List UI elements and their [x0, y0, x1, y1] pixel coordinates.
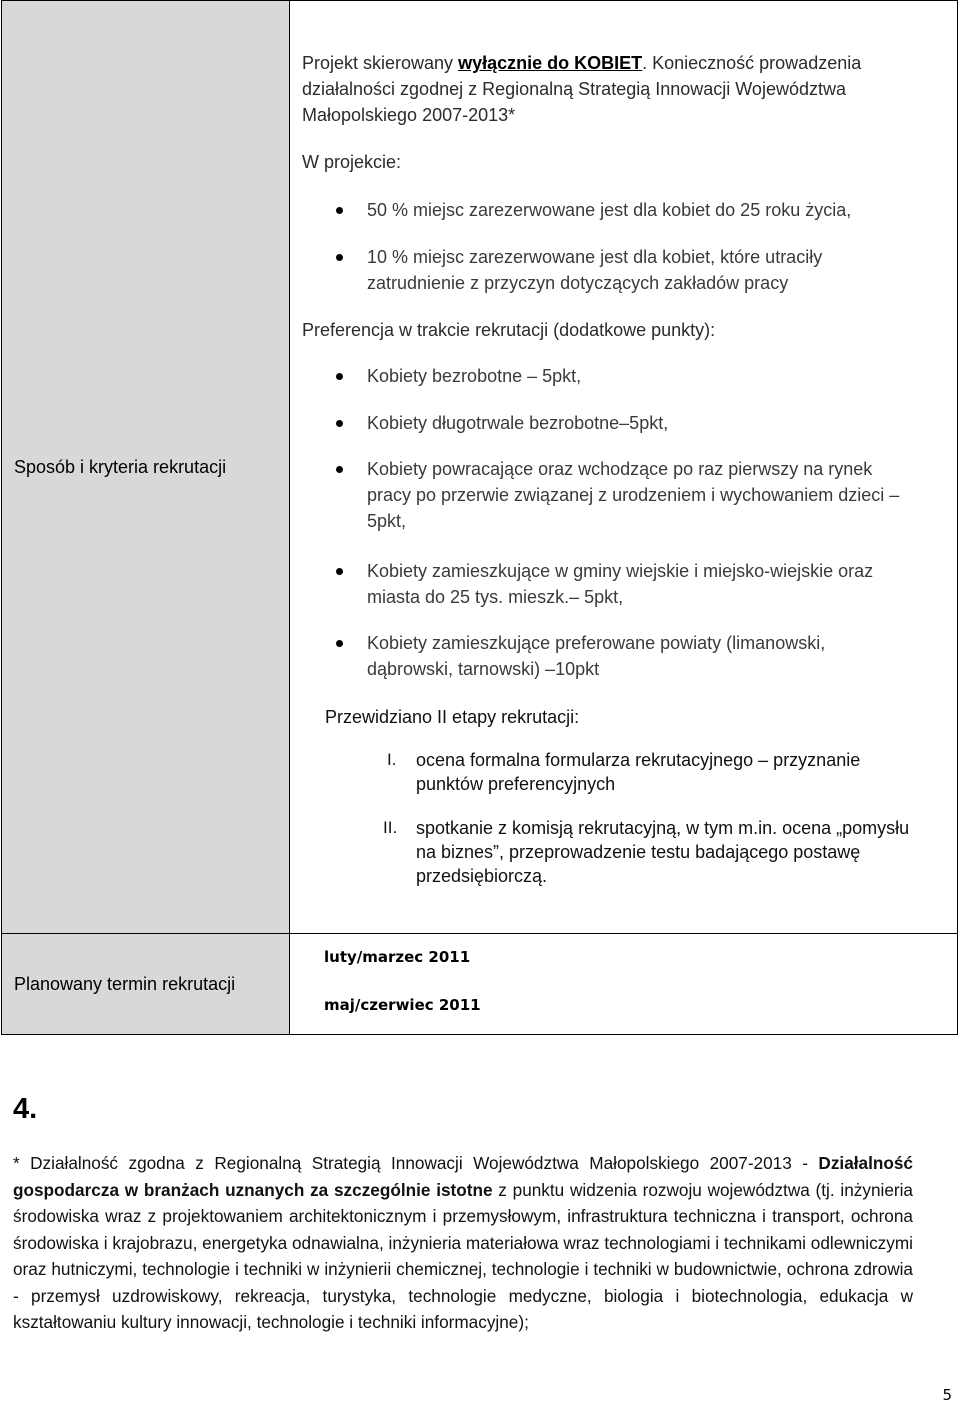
bullet-item [367, 456, 960, 534]
stage-line: na biznes”, przeprowadzenie testu badającego postawę [416, 842, 861, 862]
stage-number: II. [383, 818, 398, 837]
bullet-dot [336, 640, 343, 647]
stage-number: I. [387, 750, 397, 769]
stage-text [416, 748, 960, 796]
intro-line-1: Projekt skierowany wyłącznie do KOBIET. Konieczność prowadzenia [302, 53, 862, 73]
page-number: 5 [942, 1386, 952, 1404]
recruitment-table [1, 0, 958, 1035]
stage-line: punktów preferencyjnych [416, 774, 616, 794]
bullet-dot [336, 207, 343, 214]
bullet-dot [336, 466, 343, 473]
criteria-label: Sposób i kryteria rekrutacji [14, 456, 227, 477]
bullet-dot [336, 568, 343, 575]
bullet-line: Kobiety zamieszkujące preferowane powiaty (limanowski, [367, 633, 826, 653]
term-date-2: maj/czerwiec 2011 [324, 996, 481, 1014]
bullet-line: pracy po przerwie związanej z urodzeniem i wychowaniem dzieci – [367, 485, 900, 505]
criteria-label-cell [2, 1, 290, 934]
bullet-item [367, 363, 960, 389]
criteria-content-cell [290, 1, 958, 934]
bullet-item [367, 197, 960, 223]
bullet-dot [336, 254, 343, 261]
footnote-bold: Działalność gospodarcza w branżach uznanych za szczególnie istotne [13, 1153, 913, 1200]
bullet-line: Kobiety powracające oraz wchodzące po raz pierwszy na rynek [367, 459, 873, 479]
stage-line: spotkanie z komisją rekrutacyjną, w tym m.in. ocena „pomysłu [416, 818, 910, 838]
bullet-line: zatrudnienie z przyczyn dotyczących zakładów pracy [367, 273, 789, 293]
bullet-line: 5pkt, [367, 511, 407, 531]
bullet-line: miasta do 25 tys. mieszk.– 5pkt, [367, 587, 624, 607]
bullet-line: Kobiety długotrwale bezrobotne–5pkt, [367, 413, 669, 433]
stages-heading: Przewidziano II etapy rekrutacji: [325, 707, 580, 727]
bullet-item [367, 558, 960, 610]
bullet-item [367, 244, 960, 296]
bullet-item [367, 630, 960, 682]
footnote [13, 1150, 913, 1336]
bullet-line: dąbrowski, tarnowski) –10pkt [367, 659, 600, 679]
bullet-item [367, 410, 960, 436]
bullet-line: Kobiety bezrobotne – 5pkt, [367, 366, 582, 386]
bullet-line: Kobiety zamieszkujące w gminy wiejskie i miejsko-wiejskie oraz [367, 561, 874, 581]
intro-emphasis: wyłącznie do KOBIET [458, 53, 643, 73]
stage-line: przedsiębiorczą. [416, 866, 548, 886]
section-number: 4. [13, 1093, 38, 1125]
footnote-part-2: z punktu widzenia rozwoju województwa (tj. inżynieria środowiska wraz z projektowaniem architektonicznym i przemysłowym, infrastruktura techniczna i transport, ochrona środowiska i krajobrazu, energetyka odnawialna, inżynieria materiałowa wraz technologiami i technikami odlewniczymi oraz hutniczymi, technologie i techniki w inżynierii chemicznej, technologie i techniki w budownictwie, ochrona zdrowia - przemysł uzdrowiskowy, rekreacja, turystyka, technologie medyczne, biologia i biotechnologia, edukacja w kształtowaniu kultury innowacji, technologie i techniki informacyjne); [13, 1179, 913, 1332]
term-content [290, 934, 957, 1034]
preference-heading: Preferencja w trakcie rekrutacji (dodatkowe punkty): [302, 320, 716, 340]
term-label: Planowany termin rekrutacji [14, 973, 236, 994]
intro-line-3: Małopolskiego 2007-2013* [302, 105, 516, 125]
intro-line-2: działalności zgodnej z Regionalną Strategią Innowacji Województwa [302, 79, 846, 99]
term-label-cell [2, 934, 290, 1035]
footnote-part-1: * Działalność zgodna z Regionalną Strategią Innowacji Województwa Małopolskiego 2007-2013 - [13, 1153, 819, 1173]
stage-text [416, 816, 960, 888]
bullet-line: 10 % miejsc zarezerwowane jest dla kobiet, które utraciły [367, 247, 823, 267]
intro-paragraph [302, 50, 960, 128]
bullet-line: 50 % miejsc zarezerwowane jest dla kobiet do 25 roku życia, [367, 200, 852, 220]
criteria-content [290, 1, 957, 933]
term-content-cell [290, 934, 958, 1035]
bullet-dot [336, 420, 343, 427]
w-projekcie-heading: W projekcie: [302, 152, 402, 172]
stage-line: ocena formalna formularza rekrutacyjnego – przyznanie [416, 750, 861, 770]
term-date-1: luty/marzec 2011 [324, 948, 471, 966]
bullet-dot [336, 373, 343, 380]
